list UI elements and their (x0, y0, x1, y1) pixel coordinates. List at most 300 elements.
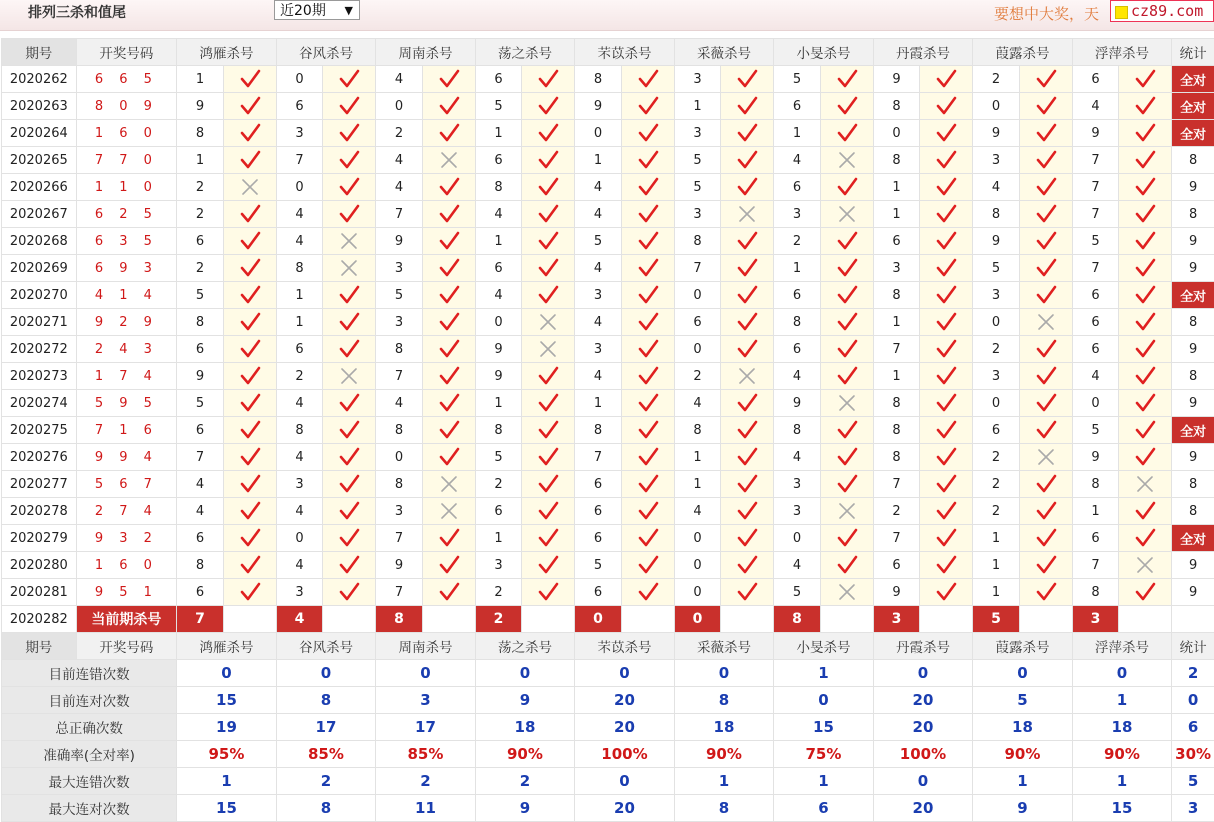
kill-number-cell: 9 (774, 390, 821, 417)
kill-number-table (1, 38, 1214, 822)
check-icon (338, 176, 360, 198)
check-icon (239, 473, 261, 495)
check-icon (438, 176, 460, 198)
kill-number-cell: 7 (376, 363, 423, 390)
kill-number-cell: 0 (973, 93, 1020, 120)
check-icon (438, 581, 460, 603)
column-header: 芣苡杀号 (575, 39, 675, 66)
draw-number-cell: 6 6 5 (76, 66, 177, 93)
kill-number-cell: 7 (376, 201, 423, 228)
result-correct (920, 147, 973, 174)
result-correct (522, 444, 575, 471)
check-icon (935, 446, 957, 468)
cross-icon (338, 257, 360, 279)
kill-number-cell: 5 (1072, 417, 1119, 444)
cross-icon (1035, 446, 1057, 468)
result-correct (1019, 336, 1072, 363)
check-icon (1134, 68, 1156, 90)
stats-value: 0 (674, 660, 774, 687)
kill-number-cell: 6 (774, 336, 821, 363)
kill-number-cell: 1 (276, 282, 323, 309)
period-cell: 2020263 (2, 93, 77, 120)
stats-value: 0 (1072, 660, 1172, 687)
stat-cell: 9 (1172, 336, 1214, 363)
result-correct (223, 336, 276, 363)
result-correct (1119, 309, 1172, 336)
check-icon (1134, 446, 1156, 468)
kill-number-cell: 8 (973, 201, 1020, 228)
result-correct (522, 174, 575, 201)
empty-cell (621, 606, 674, 633)
kill-number-cell: 0 (973, 390, 1020, 417)
draw-number-cell: 5 9 5 (76, 390, 177, 417)
result-correct (621, 228, 674, 255)
period-cell: 2020280 (2, 552, 77, 579)
column-header: 统计 (1172, 633, 1214, 660)
check-icon (736, 284, 758, 306)
stats-value: 17 (376, 714, 476, 741)
kill-number-cell: 8 (475, 417, 522, 444)
result-correct (621, 120, 674, 147)
check-icon (836, 176, 858, 198)
cross-icon (438, 149, 460, 171)
check-icon (1035, 68, 1057, 90)
result-correct (522, 147, 575, 174)
kill-number-cell: 0 (276, 174, 323, 201)
stats-value: 95% (177, 741, 277, 768)
check-icon (736, 338, 758, 360)
result-correct (721, 525, 774, 552)
result-correct (721, 255, 774, 282)
table-row (2, 309, 1214, 336)
stats-value: 15 (177, 795, 277, 822)
stats-value: 8 (674, 687, 774, 714)
result-correct (621, 336, 674, 363)
check-icon (637, 419, 659, 441)
result-correct (223, 201, 276, 228)
result-correct (820, 255, 873, 282)
check-icon (637, 473, 659, 495)
kill-number-cell: 1 (475, 120, 522, 147)
empty-cell (920, 606, 973, 633)
kill-number-cell: 1 (1072, 498, 1119, 525)
result-correct (223, 498, 276, 525)
check-icon (438, 95, 460, 117)
table-row (2, 579, 1214, 606)
check-icon (1035, 284, 1057, 306)
result-correct (820, 552, 873, 579)
check-icon (935, 176, 957, 198)
kill-number-cell: 4 (376, 147, 423, 174)
check-icon (736, 122, 758, 144)
check-icon (736, 419, 758, 441)
stats-value: 0 (873, 768, 973, 795)
kill-number-cell: 8 (1072, 471, 1119, 498)
period-cell: 2020281 (2, 579, 77, 606)
check-icon (1035, 338, 1057, 360)
kill-number-cell: 2 (774, 228, 821, 255)
result-correct (422, 201, 475, 228)
check-icon (935, 284, 957, 306)
check-icon (1134, 203, 1156, 225)
result-correct (323, 201, 376, 228)
result-correct (422, 579, 475, 606)
kill-number-cell: 4 (575, 309, 622, 336)
draw-number-cell: 1 6 0 (76, 120, 177, 147)
result-correct (422, 93, 475, 120)
kill-number-cell: 0 (276, 525, 323, 552)
kill-number-cell: 6 (774, 282, 821, 309)
result-wrong (323, 228, 376, 255)
check-icon (537, 392, 559, 414)
result-correct (522, 498, 575, 525)
stats-value: 3 (376, 687, 476, 714)
kill-number-cell: 8 (575, 417, 622, 444)
result-correct (1119, 120, 1172, 147)
kill-number-cell: 4 (774, 444, 821, 471)
result-correct (721, 309, 774, 336)
kill-number-cell: 1 (774, 255, 821, 282)
result-correct (1119, 444, 1172, 471)
kill-number-cell: 6 (873, 228, 920, 255)
stat-cell: 8 (1172, 309, 1214, 336)
stats-value: 1 (973, 768, 1073, 795)
check-icon (836, 311, 858, 333)
check-icon (1035, 527, 1057, 549)
stats-value: 1 (674, 768, 774, 795)
result-correct (1019, 66, 1072, 93)
result-correct (1119, 147, 1172, 174)
kill-number-cell: 4 (575, 363, 622, 390)
draw-number-cell: 9 9 4 (76, 444, 177, 471)
kill-number-cell: 6 (575, 471, 622, 498)
check-icon (736, 527, 758, 549)
check-icon (935, 68, 957, 90)
table-row (2, 471, 1214, 498)
period-cell: 2020282 (2, 606, 77, 633)
result-correct (323, 174, 376, 201)
stat-cell: 8 (1172, 363, 1214, 390)
result-wrong (1019, 309, 1072, 336)
check-icon (239, 419, 261, 441)
result-correct (920, 471, 973, 498)
check-icon (935, 500, 957, 522)
check-icon (1035, 257, 1057, 279)
kill-number-cell: 7 (1072, 552, 1119, 579)
check-icon (438, 311, 460, 333)
result-correct (1019, 228, 1072, 255)
kill-number-cell: 0 (774, 525, 821, 552)
stats-value: 5 (973, 687, 1073, 714)
kill-number-cell: 8 (177, 120, 224, 147)
check-icon (935, 365, 957, 387)
check-icon (1134, 338, 1156, 360)
kill-number-cell: 1 (674, 93, 721, 120)
check-icon (1134, 230, 1156, 252)
cross-icon (239, 176, 261, 198)
kill-number-cell: 7 (1072, 174, 1119, 201)
result-correct (422, 363, 475, 390)
kill-number-cell: 2 (674, 363, 721, 390)
kill-number-cell: 1 (475, 228, 522, 255)
period-select[interactable] (274, 0, 360, 20)
footer-header-row (2, 633, 1214, 660)
column-header: 鸿雁杀号 (177, 39, 277, 66)
kill-number-cell: 6 (177, 525, 224, 552)
stats-value: 20 (873, 714, 973, 741)
empty-cell (223, 606, 276, 633)
stats-value: 85% (376, 741, 476, 768)
stats-value: 20 (575, 795, 675, 822)
cross-icon (537, 338, 559, 360)
draw-number-cell: 8 0 9 (76, 93, 177, 120)
kill-number-cell: 5 (973, 255, 1020, 282)
check-icon (338, 419, 360, 441)
check-icon (935, 149, 957, 171)
period-cell: 2020264 (2, 120, 77, 147)
stats-value: 18 (1072, 714, 1172, 741)
kill-number-cell: 8 (873, 444, 920, 471)
kill-number-cell: 0 (674, 336, 721, 363)
check-icon (1035, 392, 1057, 414)
kill-number-cell: 4 (1072, 93, 1119, 120)
empty-cell (1119, 606, 1172, 633)
result-correct (721, 390, 774, 417)
table-row (2, 228, 1214, 255)
kill-number-cell: 6 (276, 336, 323, 363)
result-correct (1019, 471, 1072, 498)
kill-number-cell: 4 (276, 228, 323, 255)
kill-number-cell: 1 (873, 201, 920, 228)
check-icon (438, 392, 460, 414)
result-correct (422, 417, 475, 444)
result-correct (223, 417, 276, 444)
kill-number-cell: 3 (973, 363, 1020, 390)
result-correct (920, 93, 973, 120)
check-icon (1035, 365, 1057, 387)
stat-cell: 8 (1172, 498, 1214, 525)
kill-number-cell: 9 (873, 579, 920, 606)
period-cell: 2020272 (2, 336, 77, 363)
kill-number-cell: 7 (276, 147, 323, 174)
current-kill-number: 5 (973, 606, 1020, 633)
check-icon (239, 122, 261, 144)
result-correct (1019, 579, 1072, 606)
check-icon (637, 149, 659, 171)
check-icon (736, 149, 758, 171)
check-icon (239, 365, 261, 387)
result-correct (1119, 498, 1172, 525)
kill-number-cell: 3 (276, 579, 323, 606)
result-correct (1119, 363, 1172, 390)
check-icon (239, 392, 261, 414)
check-icon (1035, 419, 1057, 441)
cross-icon (736, 365, 758, 387)
check-icon (438, 203, 460, 225)
result-correct (920, 201, 973, 228)
stats-value: 15 (177, 687, 277, 714)
kill-number-cell: 4 (276, 552, 323, 579)
kill-number-cell: 6 (177, 228, 224, 255)
kill-number-cell: 6 (774, 174, 821, 201)
result-correct (820, 120, 873, 147)
check-icon (637, 365, 659, 387)
result-correct (721, 66, 774, 93)
check-icon (1134, 500, 1156, 522)
check-icon (338, 581, 360, 603)
kill-number-cell: 4 (475, 282, 522, 309)
kill-number-cell: 2 (973, 498, 1020, 525)
kill-number-cell: 5 (1072, 228, 1119, 255)
table-row (2, 336, 1214, 363)
check-icon (438, 338, 460, 360)
draw-number-cell: 9 2 9 (76, 309, 177, 336)
stats-value: 30% (1172, 741, 1214, 768)
check-icon (637, 500, 659, 522)
kill-number-cell: 8 (873, 282, 920, 309)
stats-label: 准确率(全对率) (2, 741, 177, 768)
cross-icon (1035, 311, 1057, 333)
check-icon (537, 446, 559, 468)
result-wrong (522, 336, 575, 363)
result-correct (422, 174, 475, 201)
result-correct (522, 363, 575, 390)
stats-value: 90% (674, 741, 774, 768)
kill-number-cell: 8 (774, 309, 821, 336)
result-correct (323, 498, 376, 525)
stat-cell: 9 (1172, 444, 1214, 471)
empty-cell (721, 606, 774, 633)
kill-number-cell: 8 (873, 93, 920, 120)
table-row (2, 525, 1214, 552)
kill-number-cell: 3 (674, 120, 721, 147)
result-correct (621, 525, 674, 552)
kill-number-cell: 3 (873, 255, 920, 282)
kill-number-cell: 6 (475, 255, 522, 282)
check-icon (637, 392, 659, 414)
kill-number-cell: 4 (376, 390, 423, 417)
kill-number-cell: 2 (177, 255, 224, 282)
current-row (2, 606, 1214, 633)
table-row (2, 498, 1214, 525)
kill-number-cell: 8 (674, 417, 721, 444)
result-correct (721, 228, 774, 255)
kill-number-cell: 4 (276, 390, 323, 417)
result-correct (820, 417, 873, 444)
cross-icon (836, 203, 858, 225)
kill-number-cell: 7 (873, 525, 920, 552)
kill-number-cell: 4 (575, 201, 622, 228)
kill-number-cell: 9 (1072, 444, 1119, 471)
kill-number-cell: 4 (276, 498, 323, 525)
current-kill-number: 8 (774, 606, 821, 633)
check-icon (736, 311, 758, 333)
kill-number-cell: 4 (376, 174, 423, 201)
check-icon (1035, 149, 1057, 171)
empty-cell (422, 606, 475, 633)
result-correct (920, 552, 973, 579)
stats-value: 6 (774, 795, 874, 822)
empty-cell (1172, 606, 1214, 633)
stats-row (2, 795, 1214, 822)
stats-label: 目前连对次数 (2, 687, 177, 714)
current-kill-number: 0 (674, 606, 721, 633)
kill-number-cell: 8 (873, 147, 920, 174)
result-correct (1119, 93, 1172, 120)
kill-number-cell: 3 (376, 309, 423, 336)
check-icon (836, 365, 858, 387)
check-icon (935, 338, 957, 360)
result-correct (522, 93, 575, 120)
kill-number-cell: 6 (575, 579, 622, 606)
kill-number-cell: 7 (1072, 201, 1119, 228)
kill-number-cell: 8 (674, 228, 721, 255)
result-correct (721, 336, 774, 363)
check-icon (935, 203, 957, 225)
result-correct (223, 579, 276, 606)
result-correct (1019, 498, 1072, 525)
stats-value: 0 (575, 768, 675, 795)
result-correct (1019, 255, 1072, 282)
result-wrong (820, 390, 873, 417)
stats-value: 6 (1172, 714, 1214, 741)
current-kill-number: 7 (177, 606, 224, 633)
kill-number-cell: 8 (376, 336, 423, 363)
current-label: 当前期杀号 (76, 606, 177, 633)
result-correct (1119, 390, 1172, 417)
stat-cell: 全对 (1172, 282, 1214, 309)
result-correct (920, 228, 973, 255)
kill-number-cell: 3 (276, 471, 323, 498)
kill-number-cell: 0 (674, 552, 721, 579)
column-header: 荡之杀号 (475, 633, 575, 660)
result-correct (920, 174, 973, 201)
kill-number-cell: 1 (973, 579, 1020, 606)
stats-value: 1 (1072, 687, 1172, 714)
kill-number-cell: 4 (276, 444, 323, 471)
kill-number-cell: 1 (873, 309, 920, 336)
cross-icon (836, 149, 858, 171)
result-correct (721, 498, 774, 525)
kill-number-cell: 9 (475, 336, 522, 363)
result-correct (522, 390, 575, 417)
kill-number-cell: 2 (873, 498, 920, 525)
check-icon (438, 284, 460, 306)
check-icon (537, 581, 559, 603)
kill-number-cell: 7 (873, 336, 920, 363)
check-icon (637, 203, 659, 225)
result-correct (1119, 417, 1172, 444)
period-cell: 2020266 (2, 174, 77, 201)
chevron-down-icon: ▼ (345, 1, 353, 21)
result-correct (323, 390, 376, 417)
result-correct (223, 255, 276, 282)
kill-number-cell: 0 (276, 66, 323, 93)
check-icon (338, 473, 360, 495)
check-icon (239, 581, 261, 603)
result-correct (223, 525, 276, 552)
check-icon (338, 95, 360, 117)
kill-number-cell: 2 (177, 201, 224, 228)
result-correct (323, 471, 376, 498)
stat-cell: 9 (1172, 552, 1214, 579)
kill-number-cell: 4 (1072, 363, 1119, 390)
site-logo[interactable] (1110, 0, 1214, 22)
kill-number-cell: 3 (774, 201, 821, 228)
check-icon (836, 68, 858, 90)
result-correct (522, 471, 575, 498)
stats-value: 90% (1072, 741, 1172, 768)
